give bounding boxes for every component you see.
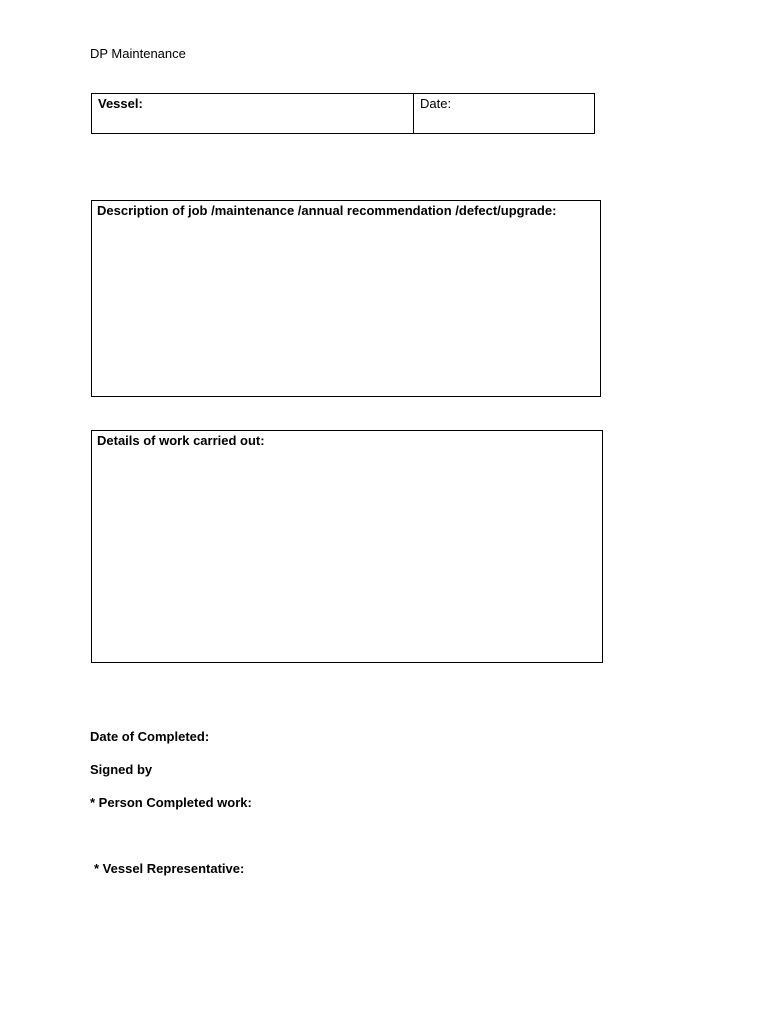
date-label: Date: (420, 96, 452, 111)
vessel-field[interactable] (92, 94, 414, 133)
vessel-representative-label: * Vessel Representative: (94, 861, 245, 876)
vessel-label: Vessel: (98, 96, 143, 111)
date-completed-label: Date of Completed: (90, 729, 210, 744)
document-title: DP Maintenance (90, 46, 186, 61)
work-details-label: Details of work carried out: (97, 433, 265, 448)
vessel-date-table (91, 93, 595, 134)
description-label: Description of job /maintenance /annual recommendation /defect/upgrade: (97, 203, 557, 218)
work-details-field[interactable] (91, 430, 603, 663)
description-field[interactable] (91, 200, 601, 397)
date-field[interactable] (414, 94, 594, 133)
person-completed-label: * Person Completed work: (90, 795, 252, 810)
signed-by-label: Signed by (90, 762, 153, 777)
